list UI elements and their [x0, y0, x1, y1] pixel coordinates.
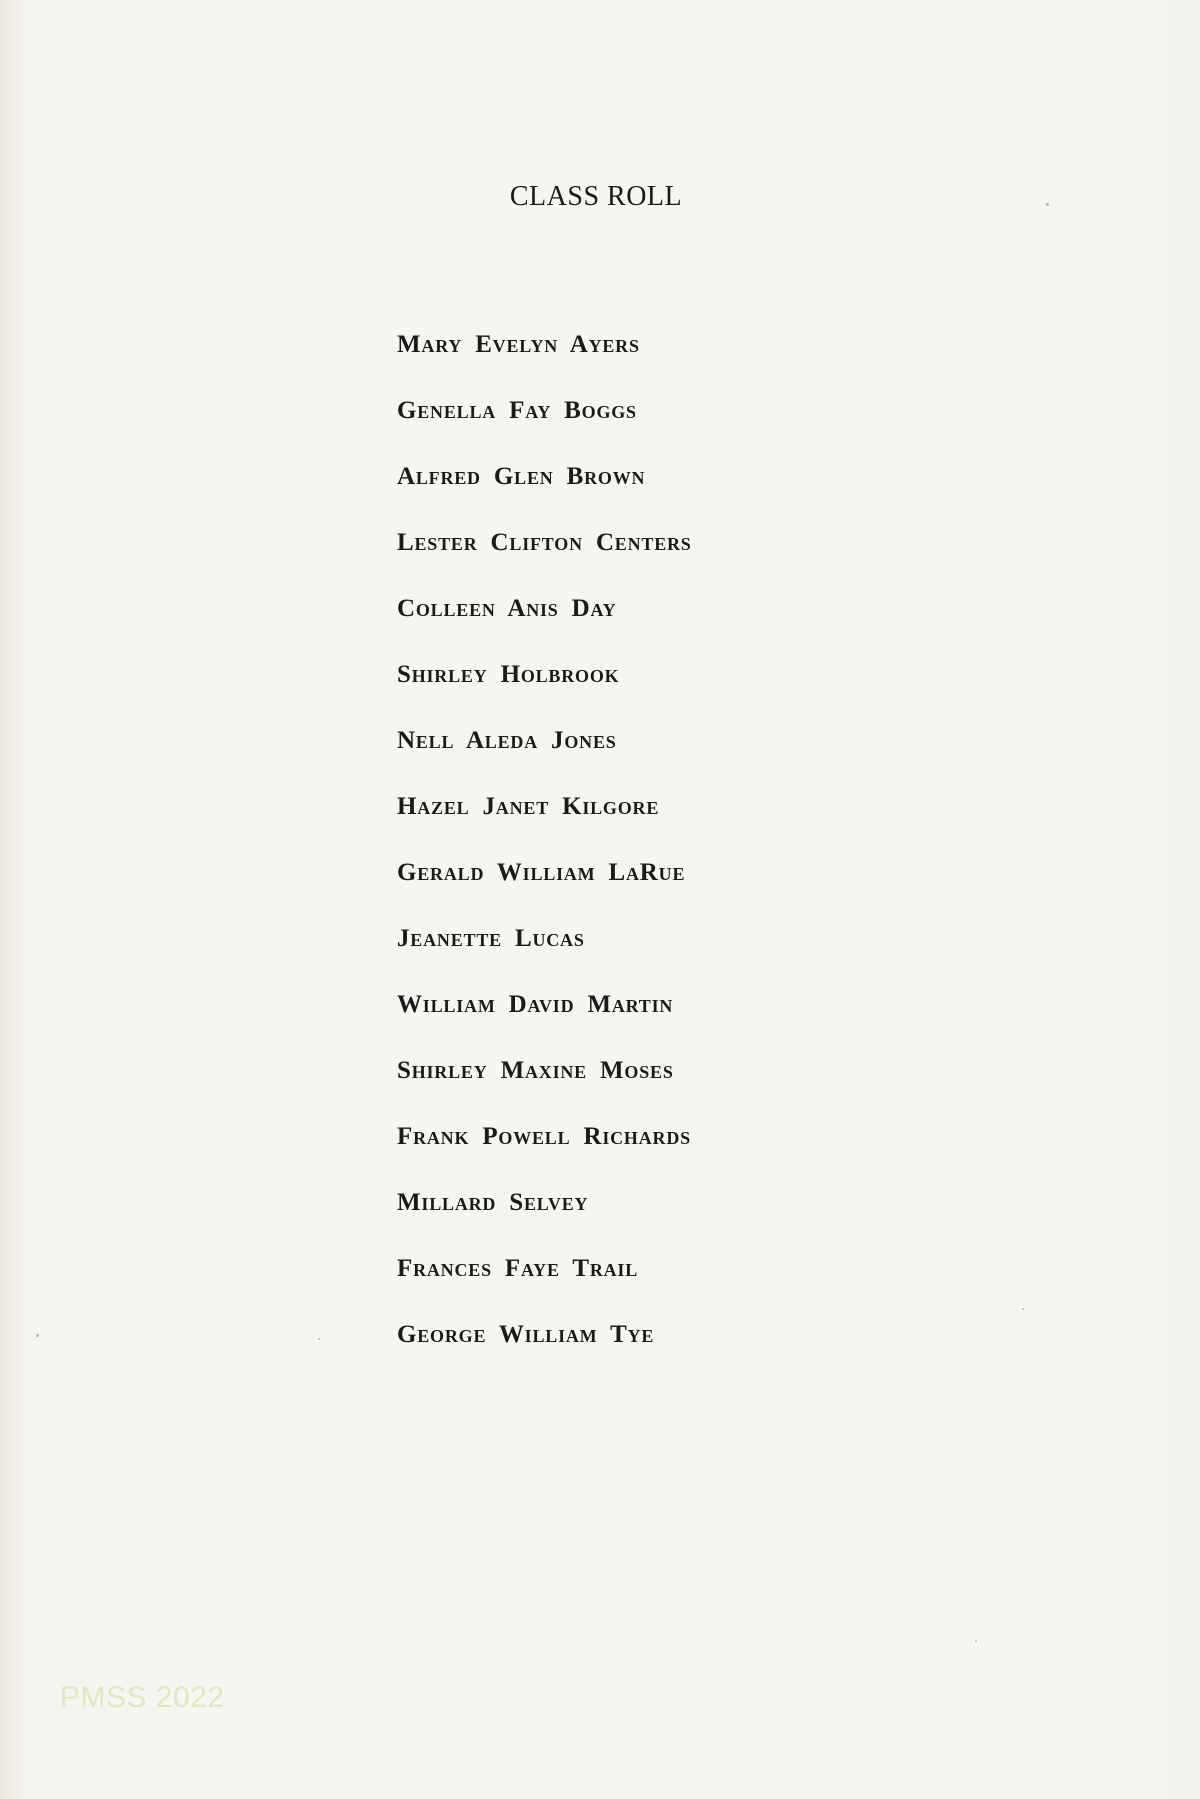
paper-speck [318, 1338, 320, 1340]
class-roll-name: William David Martin [397, 991, 674, 1018]
class-roll-name: Colleen Anis Day [397, 595, 617, 622]
paper-speck [1022, 1308, 1024, 1310]
class-roll-name: Shirley Holbrook [397, 661, 620, 688]
class-roll-list [397, 325, 692, 1381]
watermark: PMSS 2022 [60, 1681, 225, 1714]
paper-speck [1046, 203, 1049, 206]
class-roll-name: Lester Clifton Centers [397, 529, 692, 556]
class-roll-name: Millard Selvey [397, 1189, 589, 1216]
class-roll-name: Gerald William LaRue [397, 859, 686, 886]
class-roll-name: Frank Powell Richards [397, 1123, 691, 1150]
class-roll-name: George William Tye [397, 1321, 655, 1348]
class-roll-name: Shirley Maxine Moses [397, 1057, 674, 1084]
page-title-text: CLASS ROLL [509, 181, 683, 212]
class-roll-name: Alfred Glen Brown [397, 463, 646, 490]
class-roll-name: Genella Fay Boggs [397, 397, 637, 424]
paper-speck [36, 1334, 39, 1337]
class-roll-name: Hazel Janet Kilgore [397, 793, 660, 820]
page-title [0, 181, 1200, 213]
class-roll-name: Mary Evelyn Ayers [397, 331, 640, 358]
class-roll-name: Frances Faye Trail [397, 1255, 639, 1282]
class-roll-name: Nell Aleda Jones [397, 727, 617, 754]
class-roll-name: Jeanette Lucas [397, 925, 585, 952]
paper-speck [975, 1640, 977, 1642]
